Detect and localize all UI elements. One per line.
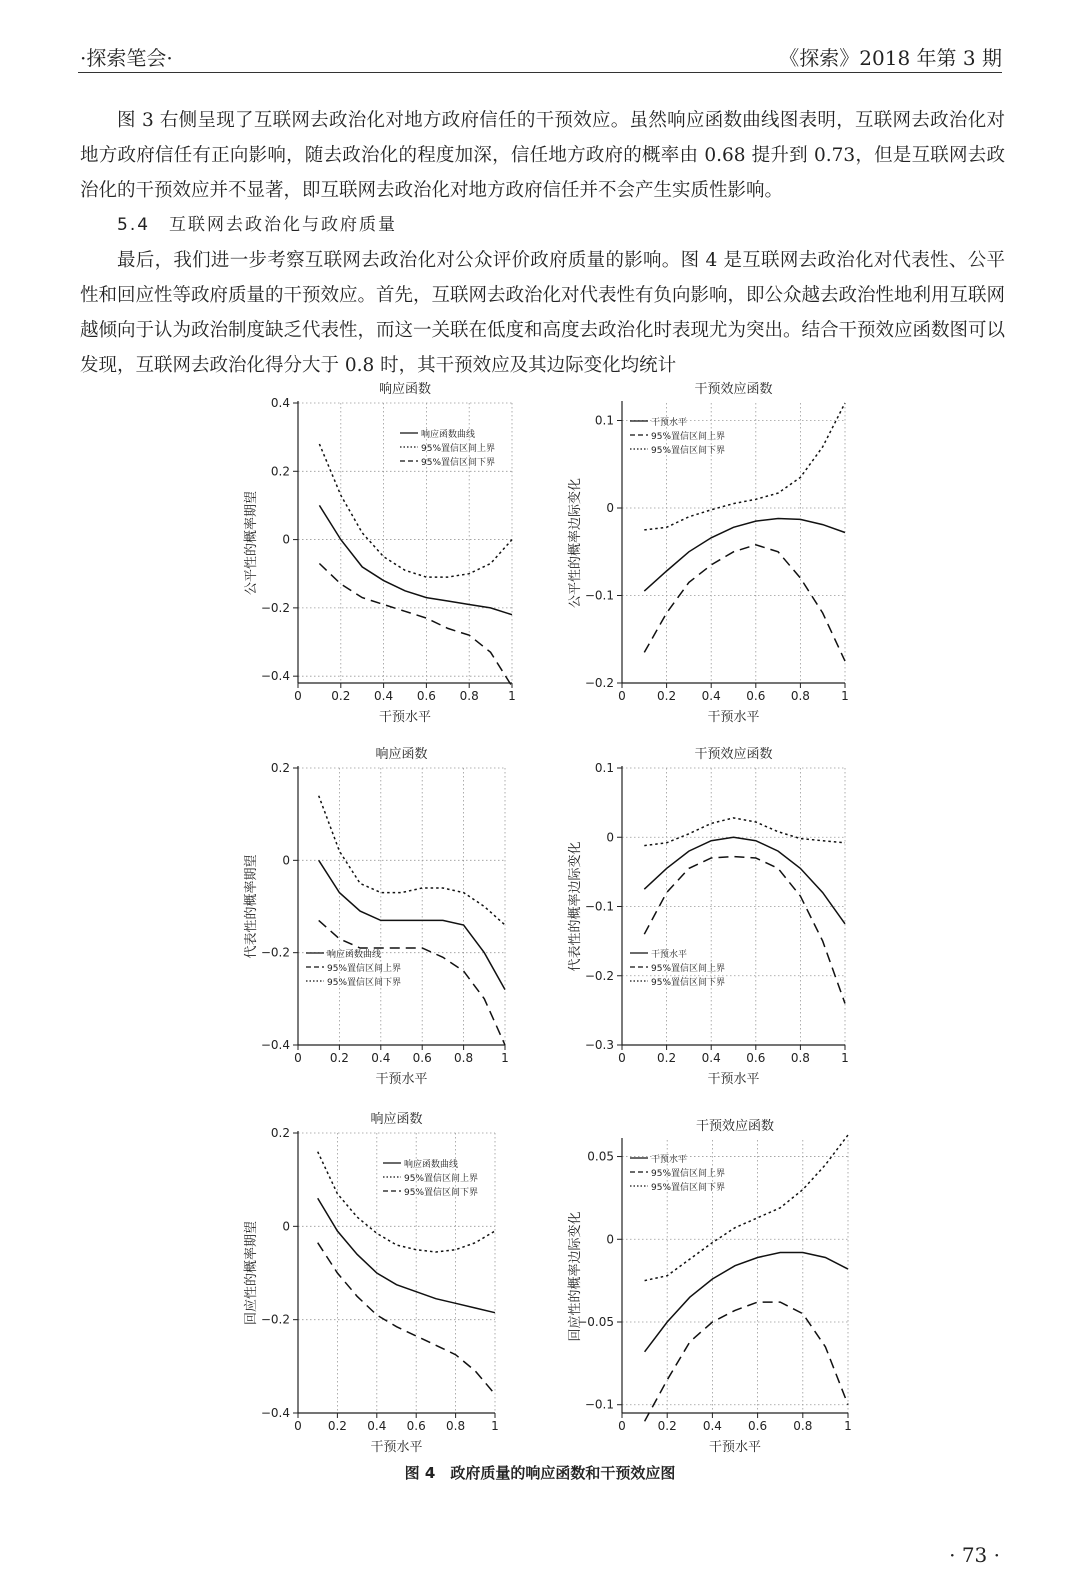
x-tick-label: 1: [491, 1419, 499, 1433]
y-tick-label: −0.2: [260, 945, 290, 960]
running-header-left: ·探索笔会·: [80, 46, 173, 70]
x-tick-label: 0.4: [371, 1051, 391, 1065]
legend: [630, 416, 725, 456]
series-line-3: [644, 818, 845, 846]
y-axis-label: 回应性的概率期望: [244, 1220, 259, 1326]
x-axis-label: 干预水平: [378, 710, 432, 725]
y-tick-label: −0.3: [584, 1038, 614, 1052]
x-tick-label: 0.8: [459, 689, 479, 703]
series-line-1: [645, 1253, 848, 1352]
y-axis-label: 代表性的概率期望: [244, 854, 259, 959]
x-tick-label: 0: [618, 689, 626, 703]
x-axis-label: 干预水平: [707, 1072, 760, 1087]
y-tick-label: 0.05: [587, 1149, 614, 1164]
x-tick-label: 0.8: [454, 1051, 474, 1065]
legend: [630, 948, 725, 988]
chart-title: 干预效应函数: [694, 747, 773, 762]
legend-label: 响应函数曲线: [327, 950, 382, 960]
legend-label: 95%置信区间上界: [327, 964, 402, 974]
x-tick-label: 0.4: [374, 689, 394, 703]
legend-label: 95%置信区间下界: [404, 1188, 479, 1198]
y-tick-label: 0: [282, 532, 290, 547]
y-tick-label: 0.4: [270, 396, 290, 410]
chart-3: [243, 746, 509, 1087]
series-line-1: [318, 1198, 495, 1312]
x-tick-label: 0.8: [790, 1051, 810, 1065]
x-tick-label: 1: [508, 689, 516, 703]
x-tick-label: 0.2: [329, 1051, 349, 1065]
paragraph-2: 最后，我们进一步考察互联网去政治化对公众评价政府质量的影响。图 4 是互联网去政治化对代表性、公平性和回应性等政府质量的干预效应。首先，互联网去政治化对代表性有负向影响，即公众越去政治性地利用互联网越倾向于认为政治制度缺乏代表性，而这一关联在低度和高度去政治化时表现尤为突出。结合干预效应函数图可以发现，互联网去政治化得分大于 0.8 时，其干预效应及其边际变化均统计: [80, 250, 1006, 376]
x-tick-label: 0.6: [406, 1419, 426, 1433]
x-tick-label: 0.4: [701, 689, 721, 703]
legend: [630, 1153, 725, 1193]
legend-label: 95%置信区间下界: [651, 446, 726, 456]
chart-title: 干预效应函数: [694, 382, 773, 397]
series-line-1: [319, 505, 512, 614]
series-line-1: [644, 837, 845, 924]
x-tick-label: 0.2: [657, 1419, 677, 1433]
legend-label: 干预水平: [651, 1155, 688, 1165]
y-tick-label: 0.2: [270, 1126, 290, 1140]
y-tick-label: 0: [606, 830, 614, 845]
x-tick-label: 0.6: [746, 1051, 766, 1065]
x-tick-label: 0.2: [327, 1419, 347, 1433]
y-axis-label: 代表性的概率边际变化: [568, 841, 583, 972]
y-tick-label: 0: [282, 853, 290, 868]
y-axis-label: 回应性的概率边际变化: [568, 1211, 583, 1342]
chart-6: [567, 1118, 852, 1455]
y-tick-label: 0.1: [594, 761, 614, 775]
x-tick-label: 0: [294, 1051, 302, 1065]
legend-label: 95%置信区间下界: [327, 978, 402, 988]
legend: [400, 428, 495, 468]
paragraph-1: 图 3 右侧呈现了互联网去政治化对地方政府信任的干预效应。虽然响应函数曲线图表明，互联网去政治化对地方政府信任有正向影响，随去政治化的程度加深，信任地方政府的概率由 0.68 提升到 0.73，但是互联网去政治化的干预效应并不显著，即互联网去政治化对地方政府信任并不会产生实质性影响。: [80, 110, 1005, 201]
legend-label: 95%置信区间上界: [651, 432, 726, 442]
y-tick-label: −0.2: [260, 600, 290, 615]
legend-label: 95%置信区间下界: [421, 458, 496, 468]
x-tick-label: 0.8: [790, 689, 810, 703]
x-tick-label: 0.2: [657, 689, 677, 703]
x-tick-label: 1: [501, 1051, 509, 1065]
chart-title: 响应函数: [375, 747, 428, 762]
y-tick-label: −0.4: [260, 669, 290, 684]
x-axis-label: 干预水平: [707, 710, 760, 725]
series-line-3: [318, 1243, 495, 1395]
legend-label: 响应函数曲线: [421, 430, 476, 440]
y-axis-label: 公平性的概率边际变化: [568, 477, 583, 609]
legend-label: 95%置信区间上界: [404, 1174, 479, 1184]
y-tick-label: 0.1: [594, 413, 614, 428]
x-tick-label: 0.6: [746, 689, 766, 703]
y-tick-label: −0.2: [584, 968, 614, 983]
series-line-2: [644, 545, 845, 661]
legend-label: 95%置信区间上界: [651, 964, 726, 974]
x-tick-label: 0.8: [446, 1419, 466, 1433]
chart-1: [243, 381, 516, 725]
legend-label: 95%置信区间上界: [421, 444, 496, 454]
y-tick-label: −0.2: [584, 676, 614, 690]
chart-2: [567, 381, 849, 725]
x-tick-label: 0: [618, 1051, 626, 1065]
y-tick-label: 0.2: [270, 761, 290, 775]
y-tick-label: 0: [606, 1232, 614, 1247]
chart-5: [243, 1111, 499, 1455]
chart-title: 响应函数: [378, 382, 432, 397]
x-tick-label: 0.2: [331, 689, 351, 703]
x-tick-label: 0: [294, 689, 302, 703]
x-tick-label: 0: [294, 1419, 302, 1433]
x-tick-label: 0.8: [793, 1419, 813, 1433]
y-tick-label: −0.1: [584, 899, 614, 914]
legend: [306, 948, 401, 988]
legend-label: 响应函数曲线: [404, 1160, 459, 1170]
x-axis-label: 干预水平: [370, 1440, 423, 1455]
y-tick-label: −0.05: [577, 1315, 614, 1329]
chart-title: 响应函数: [370, 1112, 423, 1127]
x-axis-label: 干预水平: [708, 1440, 762, 1455]
y-tick-label: −0.1: [584, 1397, 614, 1412]
running-header-right: 《探索》2018 年第 3 期: [779, 46, 1002, 70]
y-tick-label: −0.1: [584, 588, 614, 603]
y-tick-label: −0.4: [260, 1406, 290, 1420]
legend-label: 95%置信区间下界: [651, 1183, 726, 1193]
y-tick-label: 0.2: [270, 464, 290, 479]
y-tick-label: 0: [606, 501, 614, 515]
x-tick-label: 0.4: [701, 1051, 721, 1065]
legend-label: 干预水平: [651, 950, 688, 960]
x-tick-label: 1: [841, 689, 849, 703]
series-line-1: [644, 519, 845, 592]
x-tick-label: 0: [618, 1419, 626, 1433]
chart-4: [567, 746, 849, 1087]
series-line-3: [319, 564, 512, 687]
section-title: 5.4 互联网去政治化与政府质量: [117, 215, 398, 235]
y-axis-label: 公平性的概率期望: [244, 490, 259, 596]
figure-caption: 图 4 政府质量的响应函数和干预效应图: [404, 1464, 676, 1482]
series-line-2: [645, 1302, 848, 1421]
x-tick-label: 0.2: [657, 1051, 677, 1065]
page-number: · 73 ·: [949, 1543, 1000, 1567]
x-tick-label: 0.6: [748, 1419, 768, 1433]
x-tick-label: 1: [844, 1419, 852, 1433]
legend: [383, 1158, 478, 1198]
y-tick-label: −0.2: [260, 1312, 290, 1327]
legend-label: 95%置信区间下界: [651, 978, 726, 988]
y-tick-label: −0.4: [260, 1038, 290, 1052]
x-axis-label: 干预水平: [375, 1072, 428, 1087]
legend-label: 95%置信区间上界: [651, 1169, 726, 1179]
x-tick-label: 1: [841, 1051, 849, 1065]
x-tick-label: 0.4: [367, 1419, 387, 1433]
y-tick-label: 0: [282, 1219, 290, 1234]
chart-title: 干预效应函数: [695, 1119, 775, 1134]
x-tick-label: 0.6: [416, 689, 436, 703]
x-tick-label: 0.6: [412, 1051, 432, 1065]
x-tick-label: 0.4: [702, 1419, 722, 1433]
legend-label: 干预水平: [651, 418, 688, 428]
